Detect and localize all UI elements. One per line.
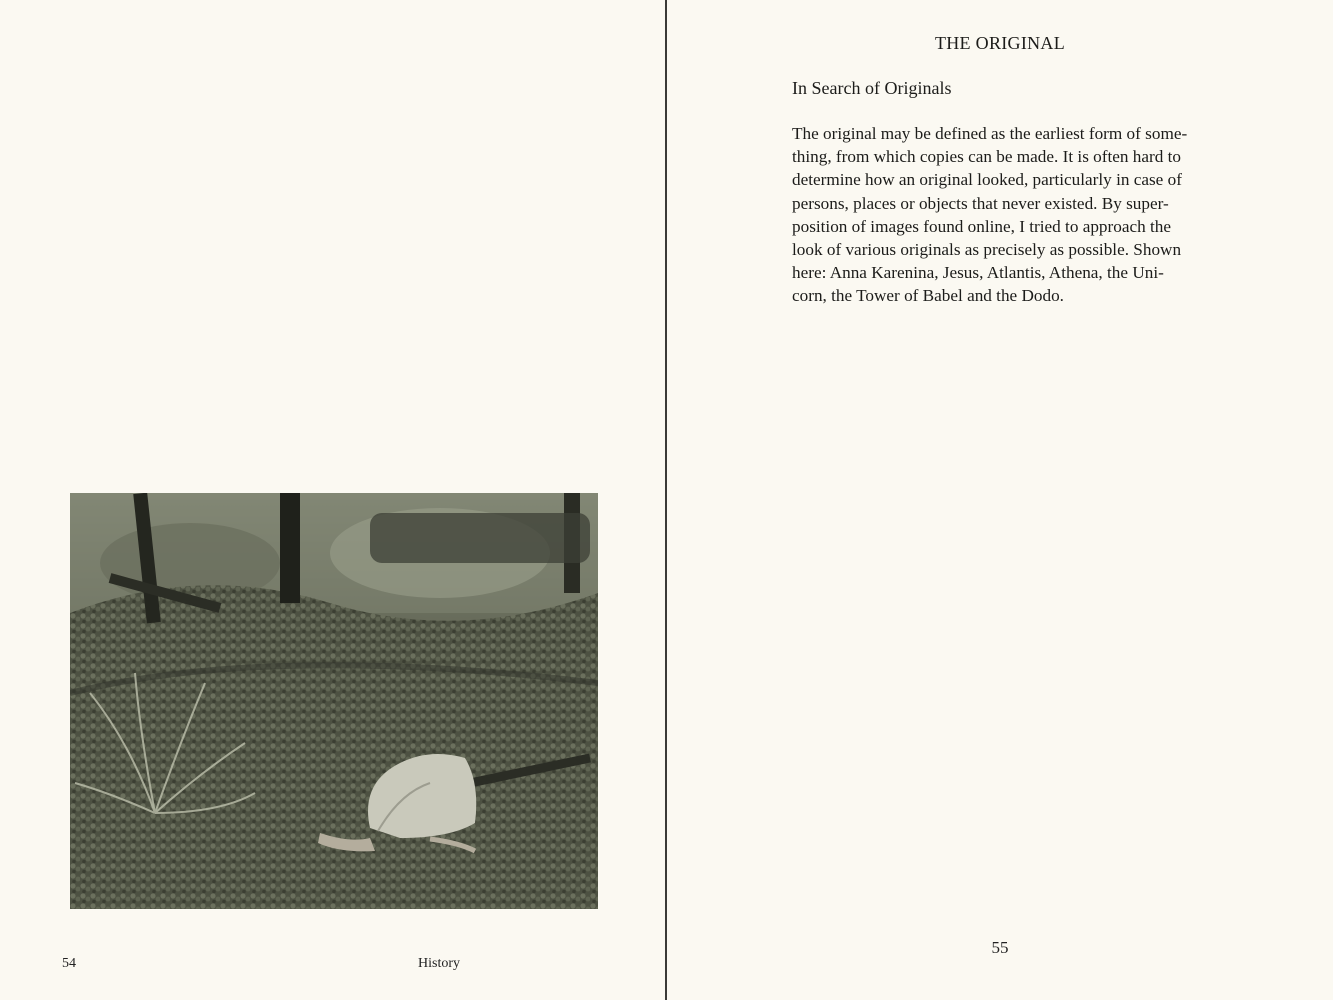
running-foot: History (418, 956, 460, 971)
section-title: In Search of Originals (792, 78, 952, 98)
forest-photo-illustration (70, 493, 598, 909)
body-line: corn, the Tower of Babel and the Dodo. (792, 286, 1064, 306)
body-line: determine how an original looked, particularly in case of (792, 170, 1182, 190)
forest-photograph (70, 493, 598, 909)
left-page (0, 0, 666, 1000)
right-page (667, 0, 1333, 1000)
body-line: look of various originals as precisely as possible. Shown (792, 240, 1182, 260)
body-paragraph (792, 122, 1216, 308)
running-head: THE ORIGINAL (934, 33, 1066, 53)
body-line: here: Anna Karenina, Jesus, Atlantis, Athena, the Uni- (792, 263, 1164, 283)
body-line: position of images found online, I tried to approach the (792, 216, 1171, 236)
page-number-left: 54 (62, 956, 76, 971)
body-line: The original may be defined as the earliest form of some- (792, 124, 1188, 143)
page-number-right: 55 (991, 938, 1009, 957)
body-line: persons, places or objects that never existed. By super- (792, 193, 1169, 213)
body-line: thing, from which copies can be made. It is often hard to (792, 147, 1181, 167)
